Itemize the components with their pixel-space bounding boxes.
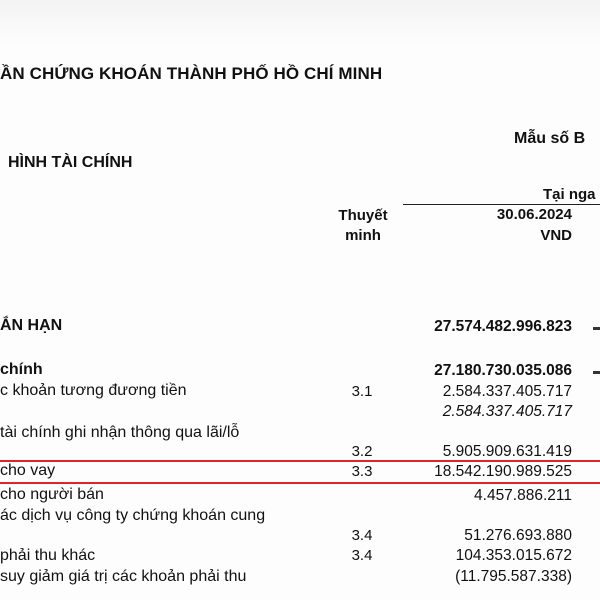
scan-shadow <box>0 0 600 44</box>
at-date-label: Tại nga <box>543 186 596 203</box>
row-label: ẮN HẠN <box>0 317 63 334</box>
note-header-line2: minh <box>345 227 381 244</box>
clipped-column-mark <box>593 371 600 374</box>
clipped-column-mark <box>593 327 600 330</box>
row-label: chính <box>0 361 43 378</box>
row-amount: 27.574.482.996.823 <box>434 318 572 335</box>
row-amount: (11.795.587.338) <box>455 568 572 585</box>
row-label: phải thu khác <box>0 547 96 564</box>
row-amount-highlighted: 18.542.190.989.525 <box>434 463 572 480</box>
note-column-header <box>332 206 394 246</box>
note-header-line1: Thuyết <box>338 207 388 224</box>
header-rule <box>403 204 600 205</box>
row-amount: 27.180.730.035.086 <box>434 362 572 379</box>
row-label: cho người bán <box>0 486 104 503</box>
row-label: suy giảm giá trị các khoản phải thu <box>0 568 247 585</box>
row-amount: 2.584.337.405.717 <box>442 383 572 400</box>
company-title: ẦN CHỨNG KHOÁN THÀNH PHỐ HỒ CHÍ MINH <box>0 64 383 83</box>
row-note: 3.2 <box>351 443 373 460</box>
row-label: c khoản tương đương tiền <box>0 382 187 399</box>
row-amount: 104.353.015.672 <box>455 547 572 564</box>
row-note: 3.4 <box>351 527 373 544</box>
row-note: 3.4 <box>351 547 373 564</box>
currency-header: VND <box>540 227 572 244</box>
row-label-highlighted: cho vay <box>0 462 56 479</box>
row-note: 3.1 <box>351 383 373 400</box>
row-note-highlighted: 3.3 <box>351 463 373 480</box>
row-amount: 2.584.337.405.717 <box>442 403 572 420</box>
statement-title: HÌNH TÀI CHÍNH <box>8 154 133 171</box>
row-amount: 5.905.909.631.419 <box>442 443 572 460</box>
row-amount: 51.276.693.880 <box>464 527 572 544</box>
form-number: Mẫu số B <box>514 130 586 147</box>
row-label: ác dịch vụ công ty chứng khoán cung <box>0 507 266 524</box>
row-label: tài chính ghi nhận thông qua lãi/lỗ <box>0 424 240 441</box>
row-amount: 4.457.886.211 <box>474 487 572 504</box>
period-date-header: 30.06.2024 <box>496 206 572 223</box>
